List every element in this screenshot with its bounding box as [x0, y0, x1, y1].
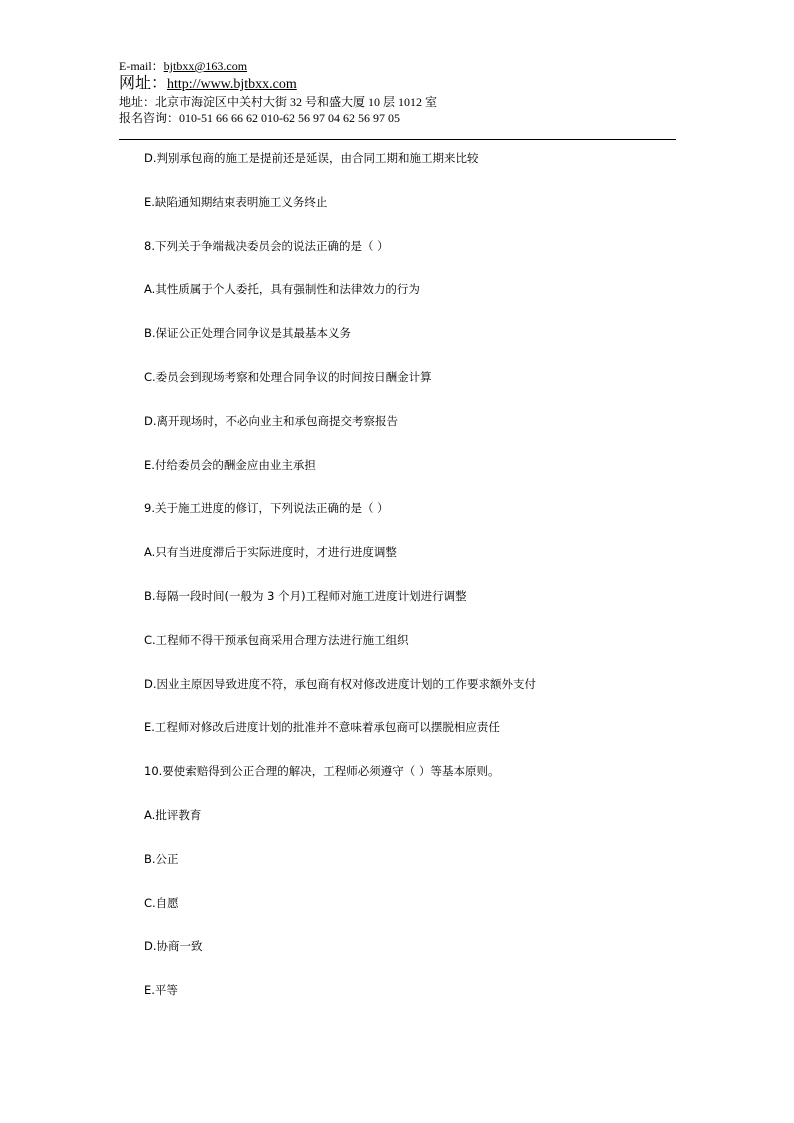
- option-line: A.只有当进度滞后于实际进度时，才进行进度调整: [144, 545, 397, 560]
- option-line: E.缺陷通知期结束表明施工义务终止: [144, 194, 328, 209]
- address-line: 地址：北京市海淀区中关村大街 32 号和盛大厦 10 层 1012 室: [119, 95, 438, 109]
- option-line: B.保证公正处理合同争议是其最基本义务: [144, 326, 352, 341]
- email-label: E-mail：: [119, 59, 164, 73]
- option-line: C.委员会到现场考察和处理合同争议的时间按日酬金计算: [144, 369, 432, 384]
- option-line: D.判别承包商的施工是提前还是延误，由合同工期和施工期来比较: [144, 151, 479, 165]
- header-divider: [119, 139, 676, 140]
- option-line: B.每隔一段时间(一般为 3 个月)工程师对施工进度计划进行调整: [144, 588, 467, 603]
- option-line: A.批评教育: [144, 807, 202, 822]
- option-line: B.公正: [144, 851, 179, 866]
- option-line: C.工程师不得干预承包商采用合理方法进行施工组织: [144, 632, 409, 647]
- email-link[interactable]: bjtbxx@163.com: [163, 59, 248, 73]
- website-line: [119, 74, 679, 94]
- question-list: [144, 151, 684, 1027]
- question-stem: 8.下列关于争端裁决委员会的说法正确的是（ ）: [144, 238, 389, 253]
- email-line: [119, 58, 679, 74]
- website-link[interactable]: http://www.bjtbxx.com: [167, 77, 297, 92]
- option-line: E.工程师对修改后进度计划的批准并不意味着承包商可以摆脱相应责任: [144, 720, 500, 735]
- option-line: C.自愿: [144, 895, 179, 910]
- option-line: D.离开现场时，不必向业主和承包商提交考察报告: [144, 413, 399, 428]
- option-line: A.其性质属于个人委托，具有强制性和法律效力的行为: [144, 282, 420, 297]
- question-stem: 10.要使索赔得到公正合理的解决，工程师必须遵守（ ）等基本原则。: [144, 764, 500, 779]
- phone-line: 报名咨询：010-51 66 66 62 010-62 56 97 04 62 56 97 05: [119, 111, 400, 125]
- option-line: E.付给委员会的酬金应由业主承担: [144, 457, 316, 472]
- option-line: D.协商一致: [144, 939, 203, 954]
- question-stem: 9.关于施工进度的修订，下列说法正确的是（ ）: [144, 501, 389, 516]
- website-label: 网址：: [119, 75, 168, 92]
- option-line: D.因业主原因导致进度不符，承包商有权对修改进度计划的工作要求额外支付: [144, 676, 537, 691]
- page-header: [119, 58, 679, 126]
- option-line: E.平等: [144, 983, 178, 998]
